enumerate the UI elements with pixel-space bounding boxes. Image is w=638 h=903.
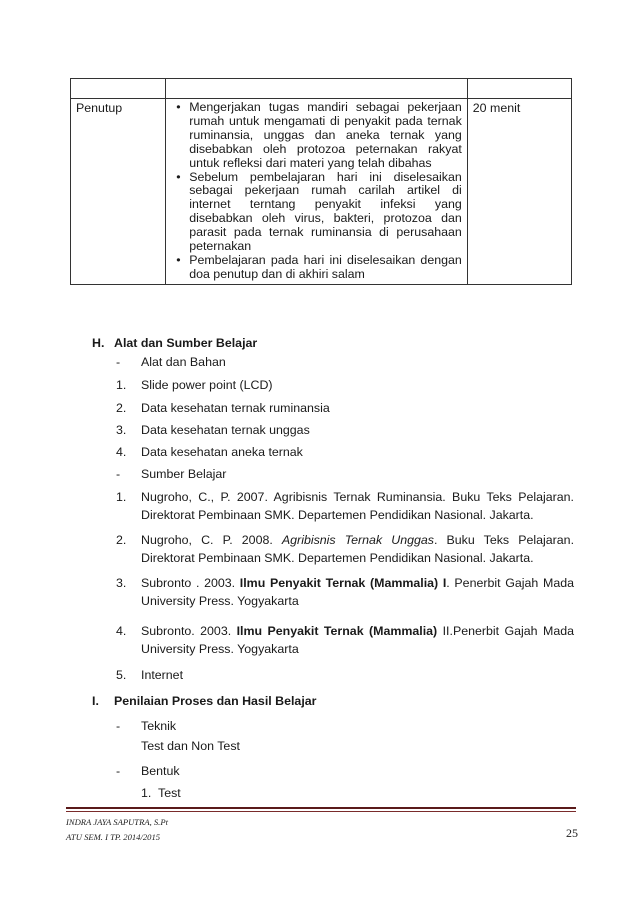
item-number: 4. <box>116 624 127 638</box>
reference-author: Nugroho, C. P. 2008. <box>141 533 282 547</box>
item-number: 1. <box>116 490 127 504</box>
footer-author: INDRA JAYA SAPUTRA, S.Pt <box>66 817 168 827</box>
reference-body: Nugroho, C., P. 2007. Agribisnis Ternak Ruminansia. Buku Teks Pelajaran. Direktorat Pembinaan SMK. Departemen Pendidikan Nasional. Jakarta. <box>141 490 574 522</box>
list-item <box>116 353 574 371</box>
bullet-text: Sebelum pembelajaran hari ini diselesaikan sebagai pekerjaan rumah carilah artikel di internet terntang penyakit infeksi yang disebabkan oleh virus, bakteri, protozoa dan parasit pada ternak ruminansia di perusahaan peternakan <box>189 169 462 254</box>
reference-item <box>116 622 574 658</box>
item-number: 4. <box>116 445 127 459</box>
activity-label-cell <box>71 99 166 285</box>
section-number: H. <box>92 336 105 350</box>
bullet-icon: • <box>176 252 181 267</box>
list-item <box>116 717 574 735</box>
lesson-activity-table <box>70 78 572 285</box>
reference-text <box>141 622 574 658</box>
reference-text: Internet <box>141 668 184 682</box>
dash-marker: - <box>116 764 121 778</box>
bullet-text: Mengerjakan tugas mandiri sebagai pekerjaan rumah untuk mengamati di penyakit pada ternak ruminansia, unggas dan aneka ternak yang disebabkan oleh protozoa peternakan rakyat untuk refleksi dari materi yang telah dibahas <box>189 100 462 170</box>
section-title: Alat dan Sumber Belajar <box>114 336 258 350</box>
section-title: Penilaian Proses dan Hasil Belajar <box>114 694 317 708</box>
table-cell <box>166 79 468 99</box>
dash-marker: - <box>116 467 121 481</box>
reference-item <box>116 574 574 610</box>
reference-publisher: . Buku Teks Pelajaran. Direktorat Pembinaan SMK. Departemen Pendidikan Nasional. Jakarta. <box>141 533 575 565</box>
item-text: Slide power point (LCD) <box>141 378 273 392</box>
item-number: 2. <box>116 533 127 547</box>
section-number: I. <box>92 694 99 708</box>
page-number: 25 <box>566 826 578 840</box>
item-text: Data kesehatan ternak ruminansia <box>141 401 330 415</box>
item-number: 5. <box>116 668 127 682</box>
bullet-icon: • <box>176 169 181 184</box>
list-item <box>116 399 574 417</box>
alat-label: Alat dan Bahan <box>141 355 226 369</box>
reference-title: Ilmu Penyakit Ternak (Mammalia) <box>236 624 438 638</box>
list-item <box>116 465 574 483</box>
reference-author: Subronto. 2003. <box>141 624 237 638</box>
activity-description-cell <box>166 99 468 285</box>
item-text: Data kesehatan aneka ternak <box>141 445 303 459</box>
activity-label: Penutup <box>76 101 123 115</box>
reference-item <box>116 666 574 684</box>
table-row <box>71 79 572 99</box>
list-item <box>176 100 462 171</box>
reference-item <box>116 531 574 567</box>
footer-divider <box>66 807 576 809</box>
table-cell <box>467 79 571 99</box>
table-cell <box>71 79 166 99</box>
item-number: 1. <box>141 786 152 800</box>
footer-divider <box>66 811 576 812</box>
table-row <box>71 99 572 285</box>
item-number: 3. <box>116 576 127 590</box>
reference-text <box>141 531 574 567</box>
list-item <box>141 784 441 802</box>
bentuk-label: Bentuk <box>141 764 180 778</box>
footer-institution: ATU SEM. I TP. 2014/2015 <box>66 832 161 842</box>
reference-text <box>141 574 574 610</box>
reference-item <box>116 488 574 524</box>
bullet-icon: • <box>176 100 181 114</box>
teknik-label: Teknik <box>141 719 177 733</box>
reference-author: Subronto . 2003. <box>141 576 240 590</box>
reference-text <box>141 488 574 524</box>
sumber-label: Sumber Belajar <box>141 467 227 481</box>
list-item <box>116 421 574 439</box>
item-number: 3. <box>116 423 127 437</box>
dash-marker: - <box>116 719 121 733</box>
reference-publisher: II.Penerbit Gajah Mada University Press. Yogyakarta <box>141 624 574 656</box>
list-item <box>116 376 574 394</box>
duration-cell <box>467 99 571 285</box>
list-item <box>176 169 462 254</box>
list-item <box>176 252 462 282</box>
item-text: Test <box>158 786 181 800</box>
bullet-text: Pembelajaran pada hari ini diselesaikan dengan doa penutup dan di akhiri salam <box>189 252 462 281</box>
item-text: Data kesehatan ternak unggas <box>141 423 310 437</box>
reference-title: Ilmu Penyakit Ternak (Mammalia) I <box>239 576 447 590</box>
item-number: 1. <box>116 378 127 392</box>
reference-publisher: . Penerbit Gajah Mada University Press. Yogyakarta <box>141 576 574 608</box>
duration: 20 menit <box>472 101 521 115</box>
list-item <box>116 762 574 780</box>
item-number: 2. <box>116 401 127 415</box>
activity-bullet-list <box>171 101 462 282</box>
list-item <box>116 443 574 461</box>
teknik-value: Test dan Non Test <box>141 739 240 753</box>
reference-title: Agribisnis Ternak Unggas <box>281 533 434 547</box>
dash-marker: - <box>116 355 121 369</box>
